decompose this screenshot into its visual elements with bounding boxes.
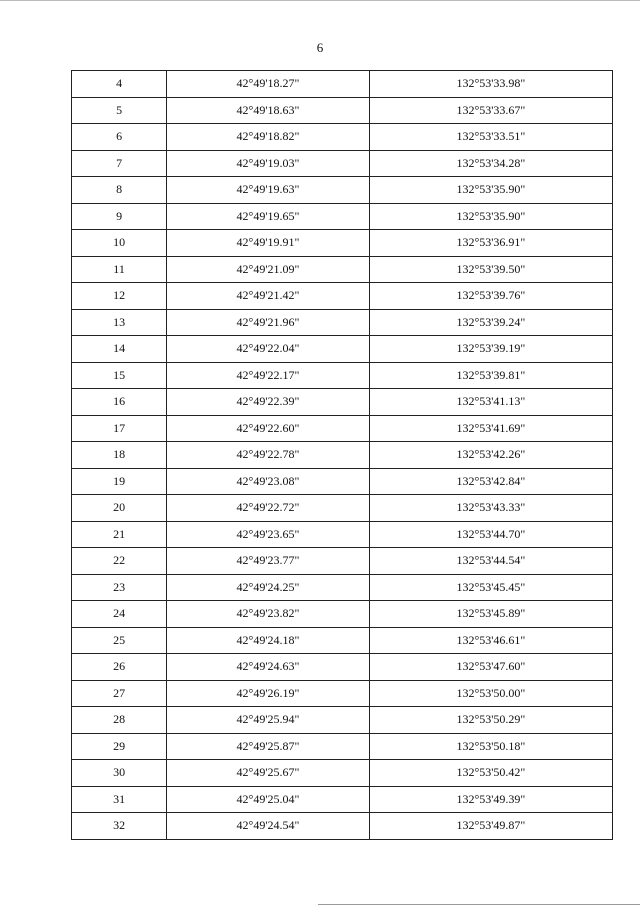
latitude-cell: 42°49'24.63": [167, 654, 370, 681]
point-number-cell: 5: [72, 97, 167, 124]
latitude-cell: 42°49'23.65": [167, 521, 370, 548]
point-number-cell: 31: [72, 786, 167, 813]
longitude-cell: 132°53'50.18": [369, 733, 612, 760]
coordinates-table: [71, 70, 613, 840]
table-row: [72, 256, 613, 283]
longitude-cell: 132°53'39.81": [369, 362, 612, 389]
latitude-cell: 42°49'22.39": [167, 389, 370, 416]
table-row: [72, 230, 613, 257]
latitude-cell: 42°49'24.18": [167, 627, 370, 654]
latitude-cell: 42°49'23.08": [167, 468, 370, 495]
point-number-cell: 6: [72, 124, 167, 151]
longitude-cell: 132°53'41.13": [369, 389, 612, 416]
point-number-cell: 28: [72, 707, 167, 734]
table-row: [72, 309, 613, 336]
table-row: [72, 124, 613, 151]
point-number-cell: 27: [72, 680, 167, 707]
longitude-cell: 132°53'50.42": [369, 760, 612, 787]
table-row: [72, 601, 613, 628]
point-number-cell: 30: [72, 760, 167, 787]
longitude-cell: 132°53'50.00": [369, 680, 612, 707]
latitude-cell: 42°49'22.04": [167, 336, 370, 363]
scan-edge-top: [0, 0, 640, 1]
table-row: [72, 707, 613, 734]
longitude-cell: 132°53'34.28": [369, 150, 612, 177]
table-row: [72, 150, 613, 177]
point-number-cell: 9: [72, 203, 167, 230]
longitude-cell: 132°53'44.70": [369, 521, 612, 548]
table-row: [72, 521, 613, 548]
table-row: [72, 362, 613, 389]
latitude-cell: 42°49'18.27": [167, 71, 370, 98]
longitude-cell: 132°53'49.39": [369, 786, 612, 813]
point-number-cell: 14: [72, 336, 167, 363]
longitude-cell: 132°53'42.26": [369, 442, 612, 469]
latitude-cell: 42°49'21.96": [167, 309, 370, 336]
point-number-cell: 25: [72, 627, 167, 654]
latitude-cell: 42°49'19.63": [167, 177, 370, 204]
point-number-cell: 12: [72, 283, 167, 310]
latitude-cell: 42°49'22.72": [167, 495, 370, 522]
table-row: [72, 415, 613, 442]
table-row: [72, 813, 613, 840]
table-row: [72, 97, 613, 124]
coordinates-table-body: [72, 71, 613, 840]
latitude-cell: 42°49'24.25": [167, 574, 370, 601]
table-row: [72, 468, 613, 495]
latitude-cell: 42°49'25.67": [167, 760, 370, 787]
table-row: [72, 71, 613, 98]
page-number: 6: [316, 40, 324, 55]
longitude-cell: 132°53'39.76": [369, 283, 612, 310]
latitude-cell: 42°49'22.17": [167, 362, 370, 389]
point-number-cell: 21: [72, 521, 167, 548]
point-number-cell: 4: [72, 71, 167, 98]
latitude-cell: 42°49'21.09": [167, 256, 370, 283]
table-row: [72, 680, 613, 707]
latitude-cell: 42°49'21.42": [167, 283, 370, 310]
point-number-cell: 24: [72, 601, 167, 628]
point-number-cell: 20: [72, 495, 167, 522]
longitude-cell: 132°53'39.19": [369, 336, 612, 363]
longitude-cell: 132°53'46.61": [369, 627, 612, 654]
table-row: [72, 442, 613, 469]
table-row: [72, 495, 613, 522]
longitude-cell: 132°53'36.91": [369, 230, 612, 257]
latitude-cell: 42°49'22.78": [167, 442, 370, 469]
longitude-cell: 132°53'42.84": [369, 468, 612, 495]
longitude-cell: 132°53'39.50": [369, 256, 612, 283]
table-row: [72, 786, 613, 813]
latitude-cell: 42°49'23.77": [167, 548, 370, 575]
longitude-cell: 132°53'33.67": [369, 97, 612, 124]
longitude-cell: 132°53'49.87": [369, 813, 612, 840]
point-number-cell: 23: [72, 574, 167, 601]
longitude-cell: 132°53'35.90": [369, 177, 612, 204]
latitude-cell: 42°49'19.91": [167, 230, 370, 257]
latitude-cell: 42°49'25.04": [167, 786, 370, 813]
latitude-cell: 42°49'18.63": [167, 97, 370, 124]
latitude-cell: 42°49'18.82": [167, 124, 370, 151]
longitude-cell: 132°53'39.24": [369, 309, 612, 336]
table-row: [72, 760, 613, 787]
table-row: [72, 177, 613, 204]
point-number-cell: 32: [72, 813, 167, 840]
table-row: [72, 574, 613, 601]
longitude-cell: 132°53'43.33": [369, 495, 612, 522]
longitude-cell: 132°53'45.89": [369, 601, 612, 628]
latitude-cell: 42°49'25.94": [167, 707, 370, 734]
point-number-cell: 17: [72, 415, 167, 442]
table-row: [72, 627, 613, 654]
longitude-cell: 132°53'41.69": [369, 415, 612, 442]
longitude-cell: 132°53'33.98": [369, 71, 612, 98]
point-number-cell: 22: [72, 548, 167, 575]
latitude-cell: 42°49'19.03": [167, 150, 370, 177]
point-number-cell: 13: [72, 309, 167, 336]
table-row: [72, 548, 613, 575]
latitude-cell: 42°49'24.54": [167, 813, 370, 840]
longitude-cell: 132°53'47.60": [369, 654, 612, 681]
latitude-cell: 42°49'26.19": [167, 680, 370, 707]
point-number-cell: 7: [72, 150, 167, 177]
point-number-cell: 16: [72, 389, 167, 416]
table-row: [72, 654, 613, 681]
table-row: [72, 389, 613, 416]
point-number-cell: 26: [72, 654, 167, 681]
point-number-cell: 19: [72, 468, 167, 495]
point-number-cell: 8: [72, 177, 167, 204]
longitude-cell: 132°53'35.90": [369, 203, 612, 230]
latitude-cell: 42°49'23.82": [167, 601, 370, 628]
point-number-cell: 11: [72, 256, 167, 283]
latitude-cell: 42°49'22.60": [167, 415, 370, 442]
table-row: [72, 336, 613, 363]
point-number-cell: 18: [72, 442, 167, 469]
point-number-cell: 15: [72, 362, 167, 389]
table-row: [72, 203, 613, 230]
latitude-cell: 42°49'25.87": [167, 733, 370, 760]
table-row: [72, 733, 613, 760]
point-number-cell: 10: [72, 230, 167, 257]
longitude-cell: 132°53'33.51": [369, 124, 612, 151]
table-row: [72, 283, 613, 310]
longitude-cell: 132°53'45.45": [369, 574, 612, 601]
longitude-cell: 132°53'44.54": [369, 548, 612, 575]
point-number-cell: 29: [72, 733, 167, 760]
latitude-cell: 42°49'19.65": [167, 203, 370, 230]
longitude-cell: 132°53'50.29": [369, 707, 612, 734]
